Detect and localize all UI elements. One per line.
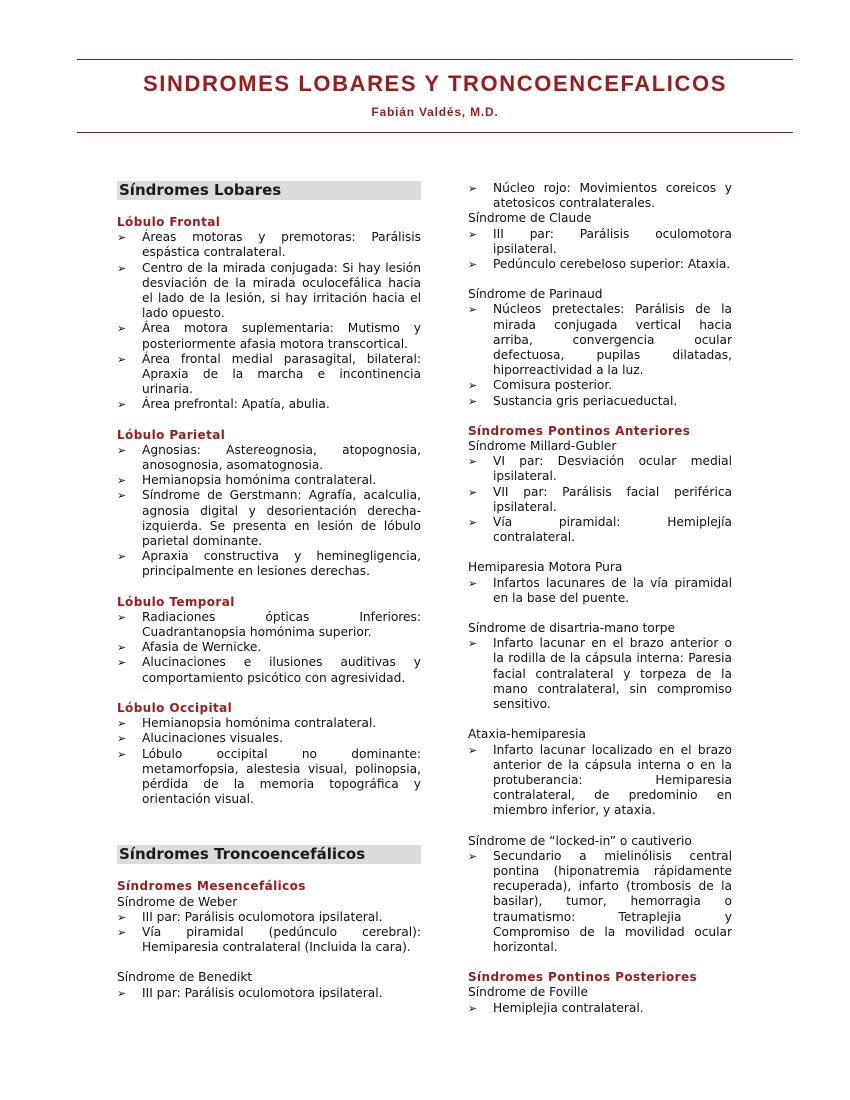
list-item (117, 655, 421, 685)
arrowhead-bullet-icon: ➢ (117, 925, 127, 939)
subheading-temporal: Lóbulo Temporal (117, 594, 235, 609)
list-item-text: Alucinaciones visuales. (142, 731, 283, 746)
arrowhead-bullet-icon: ➢ (117, 656, 127, 670)
list-item (468, 849, 732, 955)
arrowhead-bullet-icon: ➢ (117, 231, 127, 245)
list-foville (468, 1001, 732, 1016)
list-item (117, 261, 421, 322)
arrowhead-bullet-icon: ➢ (117, 322, 127, 336)
list-item-text: Agnosias: Astereognosia, atopognosia, anosognosia, asomatognosia. (142, 442, 421, 473)
subheading-parietal: Lóbulo Parietal (117, 427, 226, 442)
arrowhead-bullet-icon: ➢ (468, 182, 478, 195)
arrowhead-bullet-icon: ➢ (468, 849, 478, 863)
document-author: Fabián Valdés, M.D. (371, 105, 499, 119)
list-item (117, 610, 421, 640)
subheading-pontinos-anteriores: Síndromes Pontinos Anteriores (468, 423, 691, 438)
list-item-text: Hemianopsia homónima contralateral. (142, 473, 377, 488)
list-item (117, 640, 421, 655)
arrowhead-bullet-icon: ➢ (468, 743, 478, 757)
syndrome-weber: Síndrome de Weber (117, 894, 238, 909)
arrowhead-bullet-icon: ➢ (117, 474, 127, 488)
arrowhead-bullet-icon: ➢ (117, 398, 127, 412)
arrowhead-bullet-icon: ➢ (468, 485, 478, 499)
syndrome-disartria-mano-torpe: Síndrome de disartria-mano torpe (468, 621, 676, 636)
list-occipital (117, 716, 421, 807)
arrowhead-bullet-icon: ➢ (117, 986, 127, 1000)
section-heading-troncoencefalicos: Síndromes Troncoencefálicos (117, 845, 421, 864)
list-item-text: Pedúnculo cerebeloso superior: Ataxia. (493, 257, 731, 272)
list-item-text: III par: Parálisis oculomotora ipsilateral. (142, 985, 383, 1000)
arrowhead-bullet-icon: ➢ (117, 443, 127, 457)
arrowhead-bullet-icon: ➢ (117, 910, 127, 924)
subheading-pontinos-posteriores: Síndromes Pontinos Posteriores (468, 970, 698, 985)
list-item (117, 488, 421, 549)
list-item-text: Infarto lacunar localizado en el brazo anterior de la cápsula interna o en la protuberancia: Hemiparesia contralateral, de predominio en miembro inferior, y ataxia. (493, 742, 732, 818)
top-rule (77, 59, 793, 60)
bottom-rule (77, 132, 793, 133)
list-item (468, 1001, 732, 1016)
list-item (117, 925, 421, 955)
list-item-text: Radiaciones ópticas Inferiores: Cuadrantanopsia homónima superior. (142, 609, 421, 640)
document-title: SINDROMES LOBARES Y TRONCOENCEFALICOS (143, 71, 727, 96)
arrowhead-bullet-icon: ➢ (117, 261, 127, 275)
arrowhead-bullet-icon: ➢ (468, 516, 478, 530)
list-item-text: Sustancia gris periacueductal. (493, 393, 678, 408)
list-item (117, 549, 421, 579)
arrowhead-bullet-icon: ➢ (117, 550, 127, 564)
arrowhead-bullet-icon: ➢ (117, 641, 127, 655)
list-ataxia-hemiparesia (468, 743, 732, 819)
arrowhead-bullet-icon: ➢ (468, 379, 478, 393)
right-column (468, 181, 732, 1016)
syndrome-millard-gubler: Síndrome Millard-Gubler (468, 439, 617, 454)
list-item-text: Alucinaciones e ilusiones auditivas y comportamiento psicótico con agresividad. (142, 655, 421, 685)
list-item (468, 636, 732, 712)
list-item (468, 515, 732, 545)
arrowhead-bullet-icon: ➢ (117, 352, 127, 366)
list-item-text: Síndrome de Gerstmann: Agrafía, acalculia, agnosia digital y desorientación derecha-izquierda. Se presenta en lesión de lóbulo parietal dominante. (142, 488, 421, 549)
arrowhead-bullet-icon: ➢ (117, 489, 127, 503)
list-item-text: III par: Parálisis oculomotora ipsilateral. (142, 909, 383, 924)
list-item (117, 747, 421, 808)
syndrome-foville: Síndrome de Foville (468, 985, 589, 1000)
list-item-text: VI par: Desviación ocular medial ipsilateral. (493, 454, 732, 484)
list-item (468, 454, 732, 484)
list-item (468, 378, 732, 393)
list-item-text: Áreas motoras y premotoras: Parálisis espástica contralateral. (142, 230, 421, 260)
list-locked-in (468, 849, 732, 955)
list-item-text: VII par: Parálisis facial periférica ipsilateral. (493, 484, 732, 514)
section-heading-lobares: Síndromes Lobares (117, 181, 421, 200)
list-item (117, 397, 421, 412)
list-frontal (117, 230, 421, 412)
list-item (468, 485, 732, 515)
syndrome-parinaud: Síndrome de Parinaud (468, 287, 603, 302)
arrowhead-bullet-icon: ➢ (468, 1001, 478, 1015)
list-item-text: Comisura posterior. (493, 378, 613, 393)
list-item-text: Centro de la mirada conjugada: Si hay lesión desviación de la mirada oculocefálica hacia el lado de la lesión, si hay irritación hacia el lado opuesto. (142, 260, 421, 321)
list-item-text: Área frontal medial parasagital, bilateral: Apraxia de la marcha e incontinencia urinaria. (142, 351, 421, 397)
list-item (468, 227, 732, 257)
syndrome-locked-in: Síndrome de “locked-in” o cautiverio (468, 833, 692, 848)
list-item (117, 230, 421, 260)
left-column (117, 181, 421, 1001)
list-parinaud (468, 302, 732, 408)
arrowhead-bullet-icon: ➢ (117, 610, 127, 624)
list-item-text: Núcleo rojo: Movimientos coreicos y atetosicos contralaterales. (493, 181, 732, 211)
arrowhead-bullet-icon: ➢ (117, 732, 127, 746)
list-item (468, 394, 732, 409)
list-item-text: Afasia de Wernicke. (142, 640, 262, 655)
syndrome-claude: Síndrome de Claude (468, 211, 592, 226)
arrowhead-bullet-icon: ➢ (468, 258, 478, 272)
list-millard-gubler (468, 454, 732, 545)
syndrome-benedikt: Síndrome de Benedikt (117, 970, 253, 985)
list-item-text: Vía piramidal (pedúnculo cerebral): Hemiparesia contralateral (Incluida la cara). (142, 924, 421, 955)
list-disartria-mano-torpe (468, 636, 732, 712)
list-claude (468, 227, 732, 273)
subheading-occipital: Lóbulo Occipital (117, 700, 233, 715)
syndrome-ataxia-hemiparesia: Ataxia-hemiparesia (468, 727, 586, 742)
list-item-text: Secundario a mielinólisis central pontina (hiponatremia rápidamente recuperada), infarto (trombosis de la basilar), tumor, hemorragia o traumatismo: Tetraplejia y Compromiso de la movilidad ocular horizontal. (493, 848, 732, 954)
arrowhead-bullet-icon: ➢ (468, 455, 478, 469)
list-item-text: Vía piramidal: Hemiplejía contralateral. (493, 515, 732, 545)
syndrome-hemiparesia-motora-pura: Hemiparesia Motora Pura (468, 560, 623, 575)
arrowhead-bullet-icon: ➢ (468, 637, 478, 651)
list-item (468, 576, 732, 606)
list-item (117, 716, 421, 731)
list-hemiparesia-motora-pura (468, 576, 732, 606)
list-temporal (117, 610, 421, 686)
arrowhead-bullet-icon: ➢ (468, 576, 478, 590)
list-item (117, 910, 421, 925)
list-weber (117, 910, 421, 956)
arrowhead-bullet-icon: ➢ (117, 747, 127, 761)
list-item (468, 743, 732, 819)
list-item (117, 473, 421, 488)
arrowhead-bullet-icon: ➢ (468, 227, 478, 241)
list-item (117, 352, 421, 398)
list-item (117, 443, 421, 473)
list-item (117, 321, 421, 351)
list-item-text: Infarto lacunar en el brazo anterior o la rodilla de la cápsula interna: Paresia facial contralateral y torpeza de la mano contralateral, sin compromiso sensitivo. (493, 636, 732, 712)
arrowhead-bullet-icon: ➢ (117, 717, 127, 731)
list-item-text: Apraxia constructiva y heminegligencia, principalmente en lesiones derechas. (142, 549, 421, 579)
arrowhead-bullet-icon: ➢ (468, 394, 478, 408)
list-benedikt (117, 986, 421, 1001)
list-item-text: Hemianopsia homónima contralateral. (142, 716, 377, 731)
list-item (117, 986, 421, 1001)
subheading-mesencefalicos: Síndromes Mesencefálicos (117, 879, 306, 894)
list-benedikt-continued (468, 181, 732, 211)
list-item-text: Hemiplejia contralateral. (493, 1000, 644, 1015)
subheading-frontal: Lóbulo Frontal (117, 215, 221, 229)
list-item-text: Núcleos pretectales: Parálisis de la mirada conjugada vertical hacia arriba, convergencia ocular defectuosa, pupilas dilatadas, hiporreactividad a la luz. (493, 302, 732, 378)
list-item-text: Área prefrontal: Apatía, abulia. (142, 397, 330, 412)
list-item-text: Lóbulo occipital no dominante: metamorfopsia, alestesia visual, polinopsia, pérdida de la memoria topográfica y orientación visual. (142, 746, 421, 807)
list-parietal (117, 443, 421, 580)
list-item (117, 731, 421, 746)
list-item-text: III par: Parálisis oculomotora ipsilateral. (493, 226, 732, 256)
arrowhead-bullet-icon: ➢ (468, 303, 478, 317)
list-item-text: Infartos lacunares de la vía piramidal en la base del puente. (493, 575, 732, 605)
list-item (468, 181, 732, 211)
list-item (468, 302, 732, 378)
list-item (468, 257, 732, 272)
list-item-text: Área motora suplementaria: Mutismo y posteriormente afasia motora transcortical. (142, 321, 421, 351)
